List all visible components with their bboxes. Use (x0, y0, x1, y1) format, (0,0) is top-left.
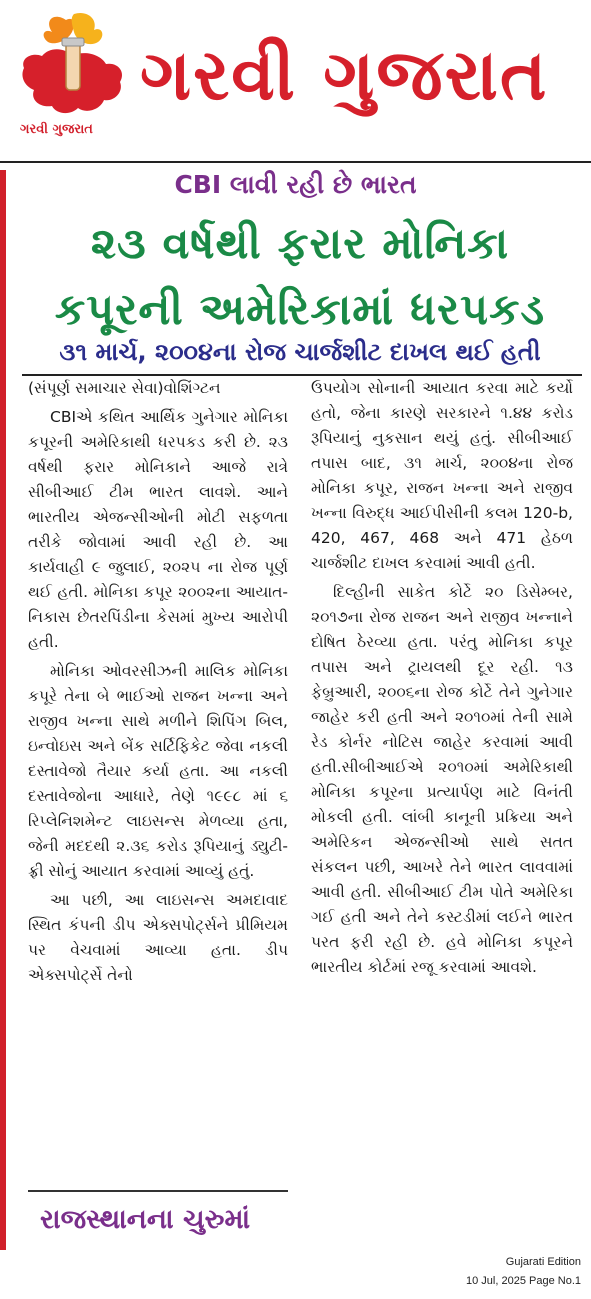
footer-date-page: 10 Jul, 2025 Page No.1 (466, 1275, 581, 1287)
paragraph: CBIએ કથિત આર્થિક ગુનેગાર મોનિકા કપૂરની અમેરિકાથી ધરપકડ કરી છે. ૨૩ વર્ષથી ફરાર મોનિકાને આજે રાત્રે સીબીઆઈ ટીમ ભારત લાવશે. આને ભારતીય એજન્સીઓની મોટી સફળતા તરીકે જોવામાં આવી રહી છે. આ કાર્યવાહી ૯ જુલાઈ, ૨૦૨૫ ના રોજ પૂર્ણ થઈ હતી. મોનિકા કપૂર ૨૦૦૨ના આયાત-નિકાસ છેતરપિંડીના કેસમાં મુખ્ય આરોપી હતી. (28, 408, 288, 651)
paragraph: દિલ્હીની સાકેત કોર્ટે ૨૦ ડિસેમ્બર, ૨૦૧૭ના રોજ રાજન અને રાજીવ ખન્નાને દોષિત ઠેરવ્યા હતા. પરંતુ મોનિકા કપૂર તપાસ અને ટ્રાયલથી દૂર રહી. ૧૩ ફેબ્રુઆરી, ૨૦૦૬ના રોજ કોર્ટે તેને ગુનેગાર જાહેર કરી હતી અને ૨૦૧૦માં તેની સામે રેડ કોર્નર નોટિસ જાહેર કરવામાં આવી હતી.સીબીઆઈએ ૨૦૧૦માં અમેરિકાથી મોનિકા કપૂરના પ્રત્યાર્પણ માટે વિનંતી મોકલી હતી. લાંબી કાનૂની પ્રક્રિયા અને અમેરિકન એજન્સીઓ સાથે સતત સંકલન પછી, આખરે તેને ભારત લાવવામાં આવી હતી. સીબીઆઈ ટીમ પોતે અમેરિકા ગઈ હતી અને તેને કસ્ટડીમાં લઈને ભારત પરત ફરી રહી છે. હવે મોનિકા કપૂરને ભારતીય કોર્ટમાં રજૂ કરવામાં આવશે. (311, 583, 573, 976)
left-accent-bar (0, 170, 6, 1250)
masthead (0, 0, 591, 160)
teaser-headline[interactable]: રાજસ્થાનના ચુરુમાં (40, 1204, 251, 1235)
article-column-right (311, 376, 573, 1246)
brand-title: ગરવી ગુજરાત (140, 34, 549, 116)
subhead: ૩૧ માર્ચ, ૨૦૦૪ના રોજ ચાર્જશીટ દાખલ થઈ હતી (59, 338, 541, 366)
paragraph: મોનિકા ઓવરસીઝની માલિક મોનિકા કપૂરે તેના બે ભાઈઓ રાજન ખન્ના અને રાજીવ ખન્ના સાથે મળીને શિપિંગ બિલ, ઇન્વોઇસ અને બેંક સર્ટિફિકેટ જેવા નકલી દસ્તાવેજો તૈયાર કર્યા હતા. આ નકલી દસ્તાવેજોના આધારે, તેણે ૧૯૯૮ માં ૬ રિપ્લેનિશમેન્ટ લાઇસન્સ મેળવ્યા હતા, જેની મદદથી ૨.૩૬ કરોડ રૂપિયાનું ડ્યુટી-ફ્રી સોનું આયાત કરવામાં આવ્યું હતું. (28, 662, 288, 880)
paragraph: ઉપયોગ સોનાની આયાત કરવા માટે કર્યો હતો, જેના કારણે સરકારને ૧.૪૪ કરોડ રૂપિયાનું નુકસાન થયું હતું. સીબીઆઈ તપાસ બાદ, ૩૧ માર્ચ, ૨૦૦૪ના રોજ મોનિકા કપૂર, રાજન ખન્ના અને રાજીવ ખન્ના વિરુદ્ધ આઈપીસીની કલમ 120-b, 420, 467, 468 અને 471 હેઠળ ચાર્જશીટ દાખલ કરવામાં આવી હતી. (311, 379, 573, 572)
torch-gujarat-map-icon (14, 10, 132, 140)
kicker: CBI લાવી રહી છે ભારત (174, 170, 417, 199)
article-column-left (28, 376, 288, 1186)
footer-edition: Gujarati Edition (505, 1256, 581, 1268)
headline-line-1: ૨૩ વર્ષથી ફરાર મોનિકા (90, 219, 510, 269)
headline-line-2: કપૂરની અમેરિકામાં ધરપકડ (54, 285, 546, 335)
teaser-divider (28, 1190, 288, 1192)
dateline: (સંપૂર્ણ સમાચાર સેવા)વોશિંગ્ટન (28, 379, 221, 397)
paragraph: આ પછી, આ લાઇસન્સ અમદાવાદ સ્થિત કંપની ડીપ એક્સપોર્ટ્સને પ્રીમિયમ પર વેચવામાં આવ્યા હતા. ડીપ એક્સપોર્ટ્સે તેનો (28, 891, 288, 984)
logo-caption: ગરવી ગુજરાત (20, 122, 93, 137)
masthead-divider (0, 161, 591, 163)
